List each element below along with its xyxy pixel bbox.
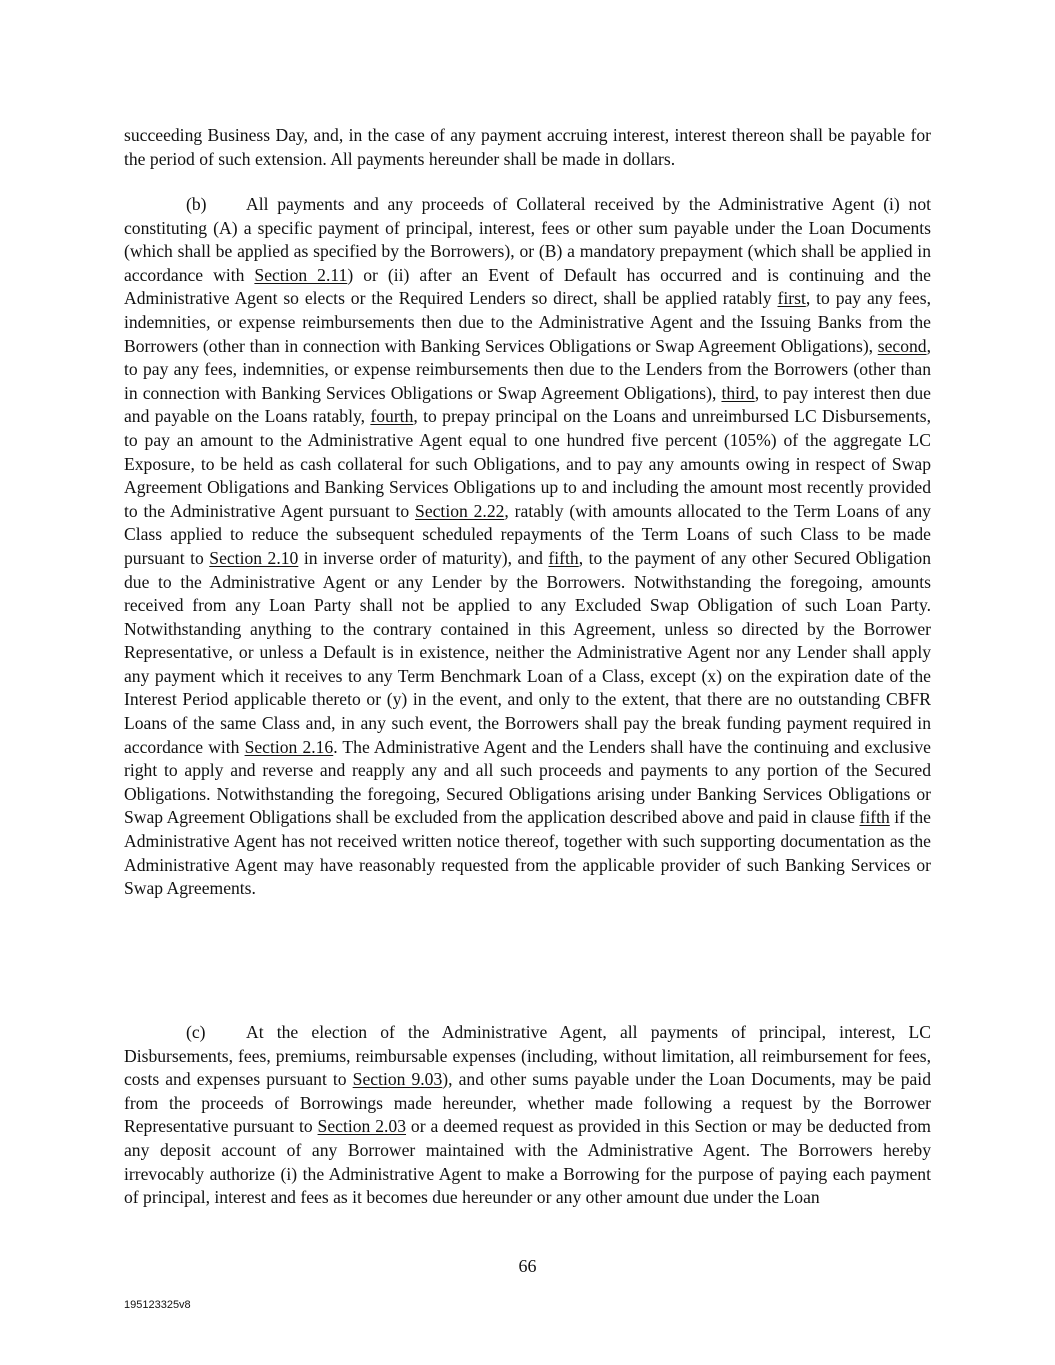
paragraph-b-text: , to prepay principal on the Loans and unreimbursed LC Disbursements, to pay an amount to the Administrative Agent equal to one hundred five percent (105%) of the aggregate LC Exposure, to be held as cash collateral for such Obligations, and to pay any amounts owing in respect of Swap Agreement Obligations and Banking Services Obligations up to and including the amount most recently provided to the Administrative Agent pursuant to [124, 406, 931, 521]
paragraph-b-text: , ratably (with amounts allocated to the Term Loans of any Class applied to reduce the subsequent scheduled repayments of the Term Loans of such Class to be made pursuant to [124, 500, 931, 568]
paragraph-c-text: At the election of the Administrative Agent, all payments of principal, interest, LC Disbursements, fees, premiums, reimbursable expenses (including, without limitation, all reimbursement for fees, costs and expenses pursuant to [124, 1022, 931, 1090]
paragraph-c-label: (c) [186, 1022, 206, 1042]
paragraph-b-text: All payments and any proceeds of Collateral received by the Administrative Agent (i) not constituting (A) a specific payment of principal, interest, fees or other sum payable under the Loan Documents (which shall be applied as specified by the Borrowers), or (B) a mandatory prepayment (which shall be applied in accordance with [124, 194, 931, 285]
document-id: 195123325v8 [124, 1299, 191, 1311]
section-2-10-ref: Section 2.10 [209, 547, 299, 568]
paragraph-b-text: ) or (ii) after an Event of Default has occurred and is continuing and the Administrative Agent so elects or the Required Lenders so direct, shall be applied ratably [124, 264, 931, 309]
paragraph-b-text: , to the payment of any other Secured Obligation due to the Administrative Agent or any Lender by the Borrowers. Notwithstanding the foregoing, amounts received from any Loan Party shall not be applied to any Excluded Swap Obligation of such Loan Party. Notwithstanding anything to the contrary contained in this Agreement, unless so directed by the Borrower Representative, or unless a Default is in existence, neither the Administrative Agent nor any Lender shall apply any payment which it receives to any Term Benchmark Loan of a Class, except (x) on the expiration date of the Interest Period applicable thereto or (y) in the event, and only to the extent, that there are no outstanding CBFR Loans of the same Class and, in any such event, the Borrowers shall pay the break funding payment required in accordance with [124, 547, 931, 757]
first-term: first [777, 288, 806, 309]
paragraph-b-text: , to pay any fees, indemnities, or expense reimbursements then due to the Administrative Agent and the Issuing Banks from the Borrowers (other than in connection with Banking Services Obligations or Swap Agreement Obligations), [124, 288, 931, 356]
continuation-text: succeeding Business Day, and, in the case of any payment accruing interest, interest thereon shall be payable for the period of such extension. All payments hereunder shall be made in dollars. [124, 125, 931, 169]
fourth-term: fourth [370, 406, 414, 427]
paragraph-b-text: , to pay interest then due and payable on the Loans ratably, [124, 382, 931, 427]
continuation-paragraph [124, 124, 931, 171]
second-term: second [877, 335, 927, 356]
paragraph-b-text: . The Administrative Agent and the Lenders shall have the continuing and exclusive right to apply and reverse and reapply any and all such proceeds and payments to any portion of the Secured Obligations. Notwithstanding the foregoing, Secured Obligations arising under Banking Services Obligations or Swap Agreement Obligations shall be excluded from the application described above and paid in clause [124, 736, 931, 828]
page-number: 66 [518, 1256, 537, 1276]
third-term: third [721, 382, 755, 403]
paragraph-c-text: ), and other sums payable under the Loan Documents, may be paid from the proceeds of Borrowings made hereunder, whether made following a request by the Borrower Representative pursuant to [124, 1069, 931, 1137]
paragraph-b-text: , to pay any fees, indemnities, or expense reimbursements then due to the Lenders from the Borrowers (other than in connection with Banking Services Obligations or Swap Agreement Obligations), [124, 335, 931, 403]
section-2-11-ref: Section 2.11 [254, 264, 348, 285]
paragraph-b-label: (b) [186, 194, 207, 214]
paragraph-c [124, 1021, 931, 1210]
paragraph-b-text: if the Administrative Agent has not received written notice thereof, together with such supporting documentation as the Administrative Agent may have reasonably requested from the applicable provider of such Banking Services or Swap Agreements. [124, 807, 931, 899]
paragraph-c-text: or a deemed request as provided in this Section or may be deducted from any deposit account of any Borrower maintained with the Administrative Agent. The Borrowers hereby irrevocably authorize (i) the Administrative Agent to make a Borrowing for the purpose of paying each payment of principal, interest and fees as it becomes due hereunder or any other amount due under the Loan [124, 1116, 931, 1208]
section-2-03-ref: Section 2.03 [317, 1116, 407, 1137]
section-2-22-ref: Section 2.22 [415, 500, 505, 521]
fifth-term: fifth [548, 547, 579, 568]
fifth-term-clause: fifth [859, 807, 890, 828]
paragraph-b [124, 193, 931, 901]
paragraph-b-text: in inverse order of maturity), and [298, 547, 549, 568]
section-2-16-ref: Section 2.16 [244, 736, 334, 757]
section-9-03-ref: Section 9.03 [352, 1069, 443, 1090]
